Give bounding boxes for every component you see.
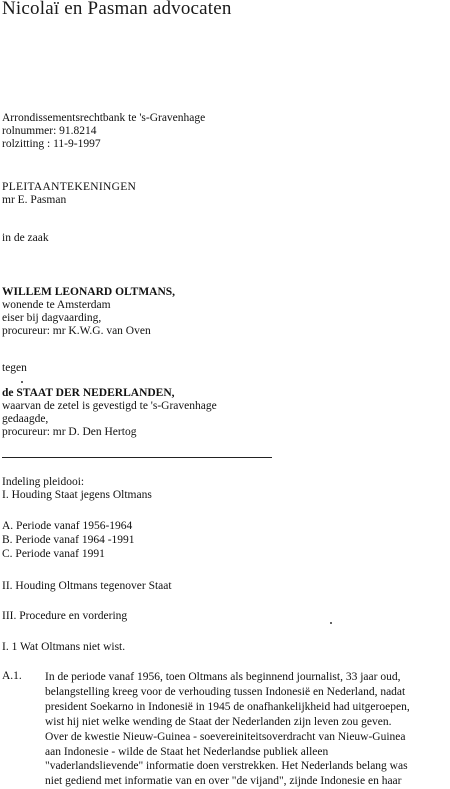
paragraph-line: aan Indonesie - wilde de Staat het Nederlandse publiek alleen xyxy=(45,745,329,758)
firm-letterhead: Nicolaï en Pasman advocaten xyxy=(2,0,232,19)
tegen: tegen xyxy=(2,362,27,374)
outline-part2: II. Houding Oltmans tegenover Staat xyxy=(2,580,172,592)
paragraph-line: Over de kwestie Nieuw-Guinea - soevereiniteitsoverdracht van Nieuw-Guinea xyxy=(45,730,406,743)
plaintiff-residence: wonende te Amsterdam xyxy=(2,299,111,311)
outline-heading: Indeling pleidooi: xyxy=(2,476,85,488)
outline-part3: III. Procedure en vordering xyxy=(2,610,128,622)
defendant-seat: waarvan de zetel is gevestigd te 's-Gravenhage xyxy=(2,400,217,412)
author: mr E. Pasman xyxy=(2,194,67,206)
document-title: PLEITAANTEKENINGEN xyxy=(2,181,137,193)
section-heading: I. 1 Wat Oltmans niet wist. xyxy=(2,641,126,653)
in-de-zaak: in de zaak xyxy=(2,232,49,244)
outline-part1: I. Houding Staat jegens Oltmans xyxy=(2,489,152,501)
paragraph-label: A.1. xyxy=(2,670,22,682)
outline-period-a: A. Periode vanaf 1956-1964 xyxy=(2,520,133,532)
paragraph-line: niet gediend met informatie van en over "de vijand", zijnde Indonesie en haar xyxy=(45,775,402,788)
paragraph-line: belangstelling kreeg voor de verhouding tussen Indonesië en Nederland, nadat xyxy=(45,685,406,698)
scan-speck xyxy=(330,622,332,624)
paragraph-line: wist hij niet welke wending de Staat der Nederlanden zijn leven zou geven. xyxy=(45,715,392,728)
outline-period-b: B. Periode vanaf 1964 -1991 xyxy=(2,534,135,546)
outline-period-c: C. Periode vanaf 1991 xyxy=(2,548,105,560)
paragraph-body xyxy=(45,670,445,789)
defendant-procureur: procureur: mr D. Den Hertog xyxy=(2,426,137,438)
scan-speck xyxy=(21,381,23,383)
plaintiff-procureur: procureur: mr K.W.G. van Oven xyxy=(2,325,151,337)
defendant-role: gedaagde, xyxy=(2,413,49,425)
plaintiff-name: WILLEM LEONARD OLTMANS, xyxy=(2,286,176,298)
paragraph-line: In de periode vanaf 1956, toen Oltmans als beginnend journalist, 33 jaar oud, xyxy=(45,671,401,683)
rolzitting: rolzitting : 11-9-1997 xyxy=(2,138,101,150)
paragraph-line: president Soekarno in Indonesië in 1945 de onafhankelijkheid had uitgeroepen, xyxy=(45,700,410,713)
divider-line xyxy=(2,457,272,458)
plaintiff-role: eiser bij dagvaarding, xyxy=(2,312,102,324)
rolnummer: rolnummer: 91.8214 xyxy=(2,125,97,137)
court-name: Arrondissementsrechtbank te 's-Gravenhage xyxy=(2,112,206,124)
paragraph-line: "vaderlandslievende" informatie doen verstrekken. Het Nederlands belang was xyxy=(45,760,408,773)
defendant-name: de STAAT DER NEDERLANDEN, xyxy=(2,387,175,399)
